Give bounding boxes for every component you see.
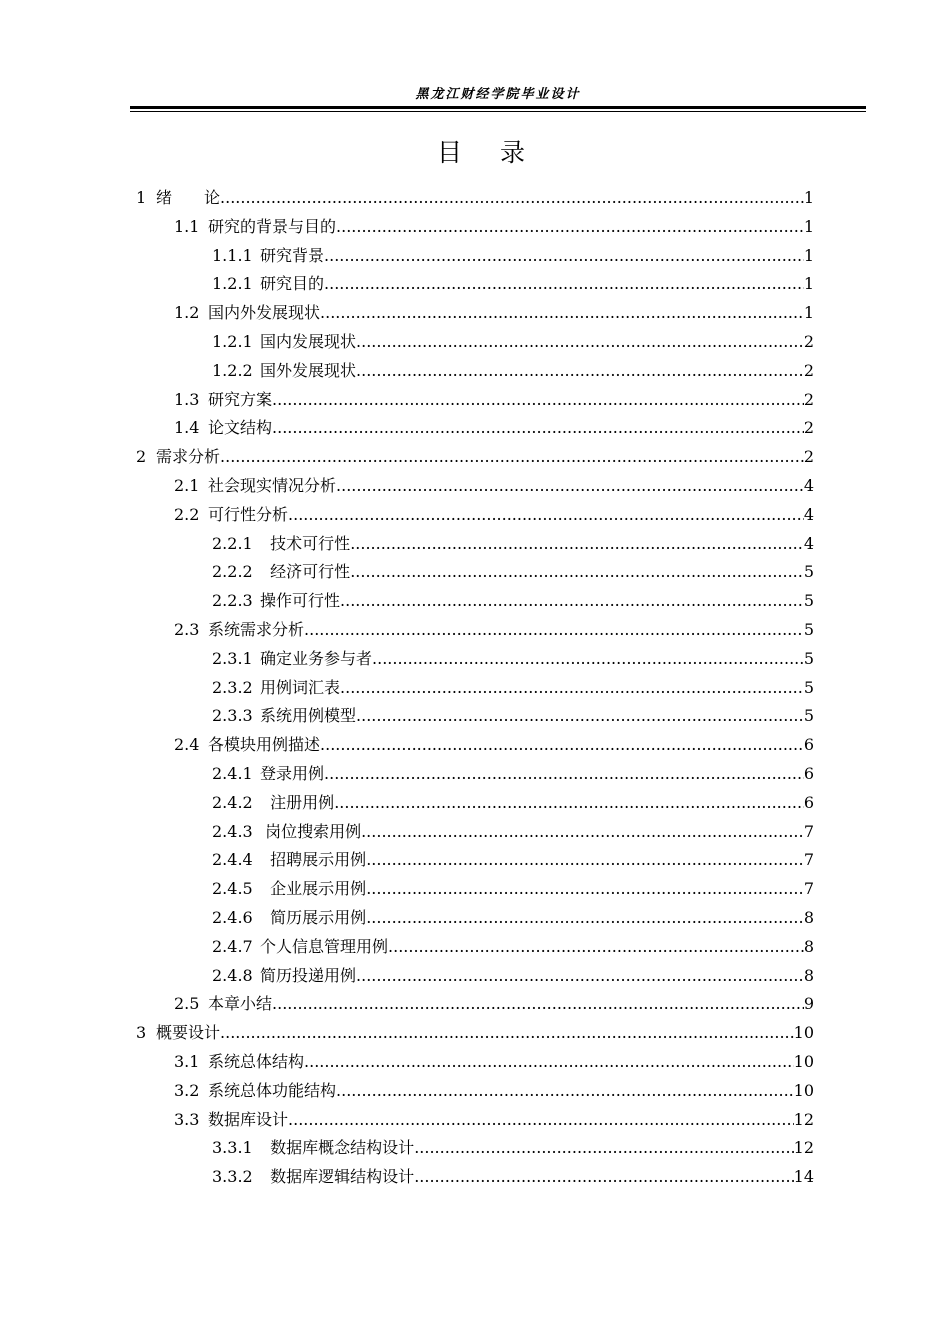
toc-leader-dots bbox=[324, 762, 804, 786]
toc-entry-label: 各模块用例描述 bbox=[208, 735, 321, 755]
toc-entry-page: 4 bbox=[803, 476, 814, 495]
toc-entry-page: 6 bbox=[803, 735, 814, 755]
toc-leader-dots bbox=[356, 704, 804, 728]
toc-entry[interactable] bbox=[212, 704, 814, 728]
toc-title: 目录 bbox=[436, 138, 563, 167]
toc-entry-number: 3.3.2 bbox=[212, 1167, 253, 1187]
toc-entry-page: 2 bbox=[803, 332, 814, 351]
toc-entry-label: 登录用例 bbox=[260, 764, 325, 783]
toc-leader-dots bbox=[388, 935, 804, 959]
toc-entry-page: 5 bbox=[803, 620, 814, 639]
toc-entry[interactable] bbox=[212, 791, 814, 815]
toc-entry-label: 个人信息管理用例 bbox=[260, 936, 389, 956]
toc-leader-dots bbox=[350, 532, 804, 556]
toc-entry-number: 1.3 bbox=[174, 389, 200, 409]
toc-entry-label: 研究的背景与目的 bbox=[208, 216, 337, 236]
toc-entry-page: 5 bbox=[803, 706, 814, 726]
toc-entry[interactable] bbox=[212, 272, 814, 296]
toc-entry-page: 12 bbox=[793, 1109, 814, 1129]
toc-entry-number: 2.2.3 bbox=[212, 591, 253, 611]
toc-leader-dots bbox=[288, 503, 804, 527]
toc-entry-number: 1.2 bbox=[174, 303, 200, 323]
toc-entry-label: 技术可行性 bbox=[260, 533, 351, 553]
toc-entry-number: 2.4.4 bbox=[212, 850, 253, 870]
toc-entry-page: 10 bbox=[793, 1080, 814, 1100]
toc-entry[interactable] bbox=[212, 532, 814, 556]
toc-entry-number: 2.1 bbox=[174, 476, 200, 495]
toc-entry-page: 1 bbox=[803, 245, 814, 265]
header-rule-thick bbox=[130, 106, 866, 109]
toc-entry-label: 注册用例 bbox=[260, 792, 335, 812]
toc-entry[interactable] bbox=[212, 935, 814, 959]
toc-entry-label: 数据库概念结构设计 bbox=[260, 1138, 415, 1158]
toc-entry-page: 2 bbox=[803, 447, 814, 467]
toc-entry-label: 确定业务参与者 bbox=[260, 648, 373, 668]
toc-entry-number: 2.3.2 bbox=[212, 677, 253, 697]
toc-entry-label: 研究背景 bbox=[260, 245, 325, 265]
toc-entry[interactable] bbox=[174, 215, 814, 239]
toc-entry[interactable] bbox=[212, 589, 814, 613]
toc-entry-label: 系统总体结构 bbox=[208, 1052, 305, 1071]
toc-leader-dots bbox=[324, 244, 804, 268]
toc-entry-label: 需求分析 bbox=[156, 447, 221, 467]
toc-entry-number: 2.2 bbox=[174, 504, 200, 524]
toc-entry-label: 社会现实情况分析 bbox=[208, 476, 337, 495]
toc-leader-dots bbox=[220, 1021, 794, 1045]
toc-entry-label: 简历投递用例 bbox=[260, 965, 357, 985]
toc-leader-dots bbox=[220, 186, 804, 210]
toc-leader-dots bbox=[356, 964, 804, 988]
toc-entry-page: 10 bbox=[793, 1052, 814, 1071]
toc-entry[interactable] bbox=[212, 330, 814, 354]
toc-entry-number: 2.4.3 bbox=[212, 821, 253, 841]
toc-entry-number: 2.4.2 bbox=[212, 792, 253, 812]
toc-entry-page: 5 bbox=[803, 648, 814, 668]
toc-entry[interactable] bbox=[174, 1079, 814, 1103]
toc-leader-dots bbox=[366, 906, 804, 930]
toc-entry-number: 2.4.5 bbox=[212, 879, 253, 899]
toc-entry-number: 2.4.8 bbox=[212, 965, 253, 985]
toc-entry-page: 6 bbox=[803, 764, 814, 783]
toc-entry-page: 7 bbox=[803, 821, 814, 841]
toc-leader-dots bbox=[288, 1108, 794, 1132]
toc-entry-page: 5 bbox=[803, 591, 814, 611]
toc-entry[interactable] bbox=[212, 359, 814, 383]
toc-leader-dots bbox=[356, 359, 804, 383]
toc-entry[interactable] bbox=[212, 244, 814, 268]
toc-entry-number: 2.3.3 bbox=[212, 706, 253, 726]
toc-entry-label: 系统需求分析 bbox=[208, 620, 305, 639]
toc-leader-dots bbox=[320, 733, 804, 757]
toc-leader-dots bbox=[372, 647, 804, 671]
toc-entry-number: 2.4.6 bbox=[212, 908, 253, 927]
toc-entry-page: 7 bbox=[803, 879, 814, 899]
toc-entry-label: 招聘展示用例 bbox=[260, 850, 367, 870]
toc-leader-dots bbox=[304, 1050, 794, 1074]
toc-entry[interactable] bbox=[174, 992, 814, 1016]
toc-entry[interactable] bbox=[212, 964, 814, 988]
toc-entry-page: 6 bbox=[803, 792, 814, 812]
toc-entry-label: 操作可行性 bbox=[260, 591, 341, 611]
toc-entry-number: 1.1 bbox=[174, 216, 200, 236]
toc-entry[interactable] bbox=[174, 503, 814, 527]
toc-leader-dots bbox=[366, 848, 804, 872]
toc-leader-dots bbox=[334, 791, 804, 815]
toc-leader-dots bbox=[324, 272, 804, 296]
toc-entry[interactable] bbox=[174, 474, 814, 498]
toc-entry-label: 研究目的 bbox=[260, 274, 325, 294]
toc-entry-number: 1.1.1 bbox=[212, 245, 253, 265]
toc-entry-page: 8 bbox=[803, 965, 814, 985]
toc-entry[interactable] bbox=[212, 1136, 814, 1160]
toc-entry[interactable] bbox=[174, 1108, 814, 1132]
toc-entry-label: 本章小结 bbox=[208, 994, 273, 1014]
toc-leader-dots bbox=[340, 589, 804, 613]
toc-entry[interactable] bbox=[174, 388, 814, 412]
toc-entry-page: 10 bbox=[793, 1023, 814, 1043]
toc-entry-label: 绪 论 bbox=[156, 188, 221, 207]
toc-entry-page: 9 bbox=[803, 994, 814, 1014]
toc-leader-dots bbox=[272, 992, 804, 1016]
toc-entry-number: 2.4 bbox=[174, 735, 200, 755]
toc-leader-dots bbox=[336, 474, 804, 498]
toc-entry[interactable] bbox=[212, 820, 814, 844]
toc-leader-dots bbox=[272, 388, 804, 412]
toc-entry-label: 简历展示用例 bbox=[260, 908, 367, 927]
toc-entry[interactable] bbox=[212, 676, 814, 700]
toc-entry-page: 5 bbox=[803, 562, 814, 582]
toc-entry-number: 2.2.1 bbox=[212, 533, 253, 553]
toc-entry-label: 国外发展现状 bbox=[260, 360, 357, 380]
toc-entry[interactable] bbox=[212, 877, 814, 901]
toc-entry[interactable] bbox=[212, 762, 814, 786]
toc-entry-label: 国内外发展现状 bbox=[208, 303, 321, 323]
toc-entry-page: 1 bbox=[803, 303, 814, 323]
toc-entry[interactable] bbox=[212, 647, 814, 671]
toc-entry-label: 概要设计 bbox=[156, 1023, 221, 1043]
toc-entry-page: 1 bbox=[803, 274, 814, 294]
toc-entry-label: 数据库逻辑结构设计 bbox=[260, 1167, 415, 1187]
toc-entry[interactable] bbox=[136, 186, 814, 210]
toc-entry-label: 岗位搜索用例 bbox=[260, 821, 362, 841]
toc-entry[interactable] bbox=[136, 445, 814, 469]
toc-entry-number: 2.3.1 bbox=[212, 648, 253, 668]
toc-leader-dots bbox=[356, 330, 804, 354]
toc-leader-dots bbox=[304, 618, 804, 642]
toc-entry-page: 4 bbox=[803, 533, 814, 553]
toc-leader-dots bbox=[336, 1079, 794, 1103]
toc-entry[interactable] bbox=[212, 848, 814, 872]
toc-entry[interactable] bbox=[174, 416, 814, 440]
toc-entry-number: 2.2.2 bbox=[212, 562, 253, 582]
toc-entry-label: 可行性分析 bbox=[208, 504, 289, 524]
toc-entry-number: 2.4.7 bbox=[212, 936, 253, 956]
toc-entry[interactable] bbox=[136, 1021, 814, 1045]
toc-entry-number: 1.2.1 bbox=[212, 332, 253, 351]
toc-entry[interactable] bbox=[212, 906, 814, 930]
toc-leader-dots bbox=[361, 820, 804, 844]
toc-entry-number: 3.3.1 bbox=[212, 1138, 253, 1158]
toc-entry-page: 8 bbox=[803, 936, 814, 956]
toc-leader-dots bbox=[320, 301, 804, 325]
toc-entry-page: 1 bbox=[803, 188, 814, 207]
toc-entry-page: 1 bbox=[803, 216, 814, 236]
toc-entry-number: 2.3 bbox=[174, 620, 200, 639]
toc-leader-dots bbox=[414, 1136, 793, 1160]
toc-entry-label: 经济可行性 bbox=[260, 562, 351, 582]
toc-entry-label: 系统用例模型 bbox=[260, 706, 357, 726]
toc-leader-dots bbox=[220, 445, 804, 469]
toc-entry[interactable] bbox=[174, 733, 814, 757]
toc-entry[interactable] bbox=[174, 618, 814, 642]
toc-leader-dots bbox=[340, 676, 804, 700]
toc-leader-dots bbox=[414, 1165, 793, 1189]
toc-entry-label: 系统总体功能结构 bbox=[208, 1080, 337, 1100]
toc-leader-dots bbox=[366, 877, 804, 901]
toc-entry-page: 2 bbox=[803, 389, 814, 409]
toc-entry-page: 4 bbox=[803, 504, 814, 524]
toc-leader-dots bbox=[336, 215, 804, 239]
toc-entry-page: 5 bbox=[803, 677, 814, 697]
toc-leader-dots bbox=[350, 560, 804, 584]
header-rule-thin bbox=[130, 111, 866, 112]
toc-entry-page: 14 bbox=[793, 1167, 814, 1187]
toc-entry-label: 企业展示用例 bbox=[260, 879, 367, 899]
toc-entry-number: 1.4 bbox=[174, 418, 200, 438]
toc-entry[interactable] bbox=[212, 560, 814, 584]
toc-entry-number: 3 bbox=[136, 1023, 147, 1043]
toc-entry-number: 1 bbox=[136, 188, 147, 207]
toc-entry-number: 2 bbox=[136, 447, 147, 467]
toc-entry-number: 3.1 bbox=[174, 1052, 200, 1071]
toc-entry-page: 8 bbox=[803, 908, 814, 927]
toc-entry-label: 国内发展现状 bbox=[260, 332, 357, 351]
toc-entry[interactable] bbox=[212, 1165, 814, 1189]
toc-entry-page: 2 bbox=[803, 360, 814, 380]
toc-entry-number: 2.5 bbox=[174, 994, 200, 1014]
toc-entry-number: 3.2 bbox=[174, 1080, 200, 1100]
document-header-title: 黑龙江财经学院毕业设计 bbox=[415, 87, 581, 102]
toc-entry-number: 2.4.1 bbox=[212, 764, 253, 783]
toc-entry-label: 论文结构 bbox=[208, 418, 273, 438]
toc-entry-page: 2 bbox=[803, 418, 814, 438]
toc-leader-dots bbox=[272, 416, 804, 440]
toc-entry-number: 1.2.2 bbox=[212, 360, 253, 380]
toc-entry-number: 3.3 bbox=[174, 1109, 200, 1129]
toc-entry-page: 12 bbox=[793, 1138, 814, 1158]
toc-entry[interactable] bbox=[174, 301, 814, 325]
toc-entry-number: 1.2.1 bbox=[212, 274, 253, 294]
toc-entry[interactable] bbox=[174, 1050, 814, 1074]
toc-entry-label: 数据库设计 bbox=[208, 1109, 289, 1129]
toc-entry-label: 研究方案 bbox=[208, 389, 273, 409]
toc-entry-label: 用例词汇表 bbox=[260, 677, 341, 697]
toc-entry-page: 7 bbox=[803, 850, 814, 870]
